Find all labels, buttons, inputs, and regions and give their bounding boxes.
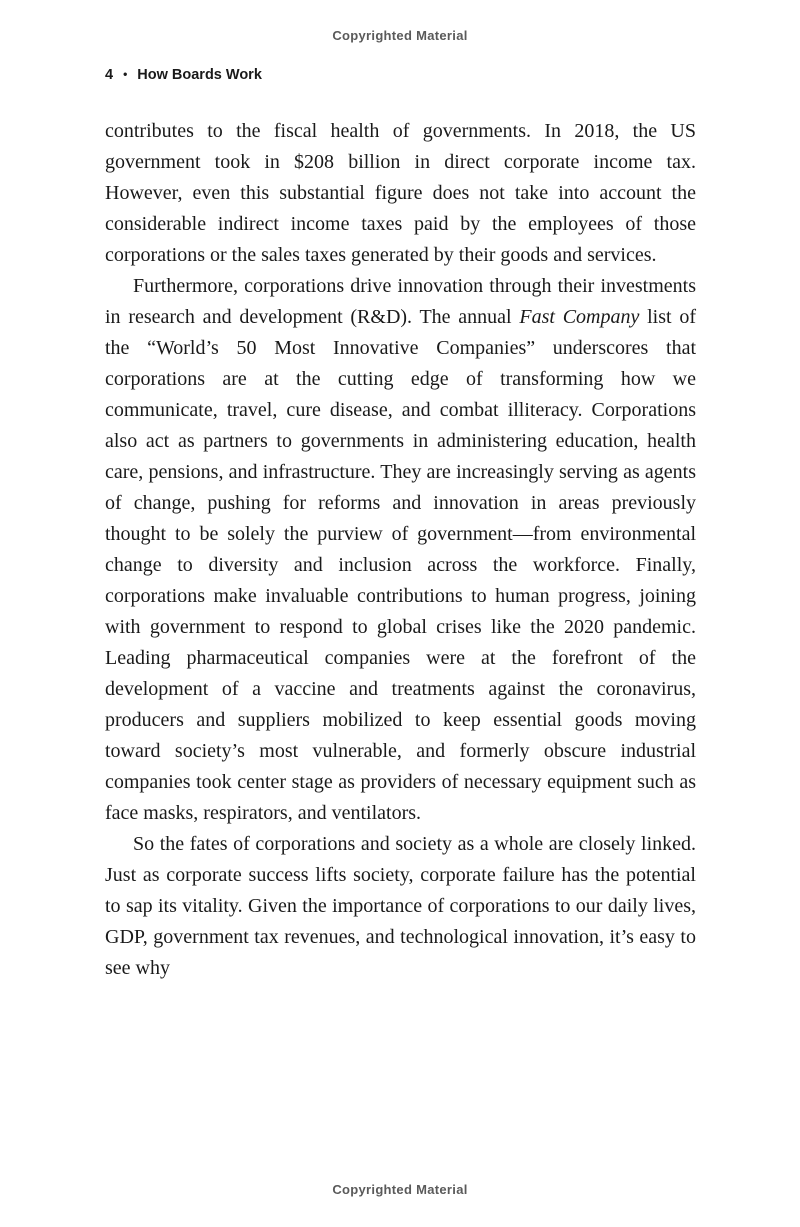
paragraph-1 [105,116,696,271]
copyright-watermark-bottom: Copyrighted Material [332,1182,468,1197]
paragraph-1-text: contributes to the fiscal health of governments. In 2018, the US government took in $208 billion in direct corporate income tax. However, even this substantial figure does not take into account the considerable indirect income taxes paid by the employees of those corporations or the sales taxes generated by their goods and services. [105,120,696,266]
paragraph-3-text: So the fates of corporations and society as a whole are closely linked. Just as corporate success lifts society, corporate failure has the potential to sap its vitality. Given the importance of corporations to our daily lives, GDP, government tax revenues, and technological innovation, it’s easy to see why [105,833,696,979]
body-text [105,116,696,984]
paragraph-2-italic-title: Fast Company [519,306,640,328]
paragraph-3 [105,829,696,984]
running-head [105,67,262,83]
book-title: How Boards Work [137,67,262,83]
paragraph-2-text: Furthermore, corporations drive innovation through their investments in research and development (R&D). The annual [105,275,696,328]
page-number: 4 [105,67,114,83]
copyright-watermark-top: Copyrighted Material [332,28,468,43]
paragraph-2-text-continued: list of the “World’s 50 Most Innovative Companies” underscores that corporations are at the cutting edge of transforming how we communicate, travel, cure disease, and combat illiteracy. Corporations also act as partners to governments in administering education, health care, pensions, and infrastructure. They are increasingly serving as agents of change, pushing for reforms and innovation in areas previously thought to be solely the purview of government—from environmental change to diversity and inclusion across the workforce. Finally, corporations make invaluable contributions to human progress, joining with government to respond to global crises like the 2020 pandemic. Leading pharmaceutical companies were at the forefront of the development of a vaccine and treatments against the coronavirus, producers and suppliers mobilized to keep essential goods moving toward society’s most vulnerable, and formerly obscure industrial companies took center stage as providers of necessary equipment such as face masks, respirators, and ventilators. [105,306,696,824]
bullet-separator: • [123,67,128,81]
paragraph-2 [105,271,696,829]
